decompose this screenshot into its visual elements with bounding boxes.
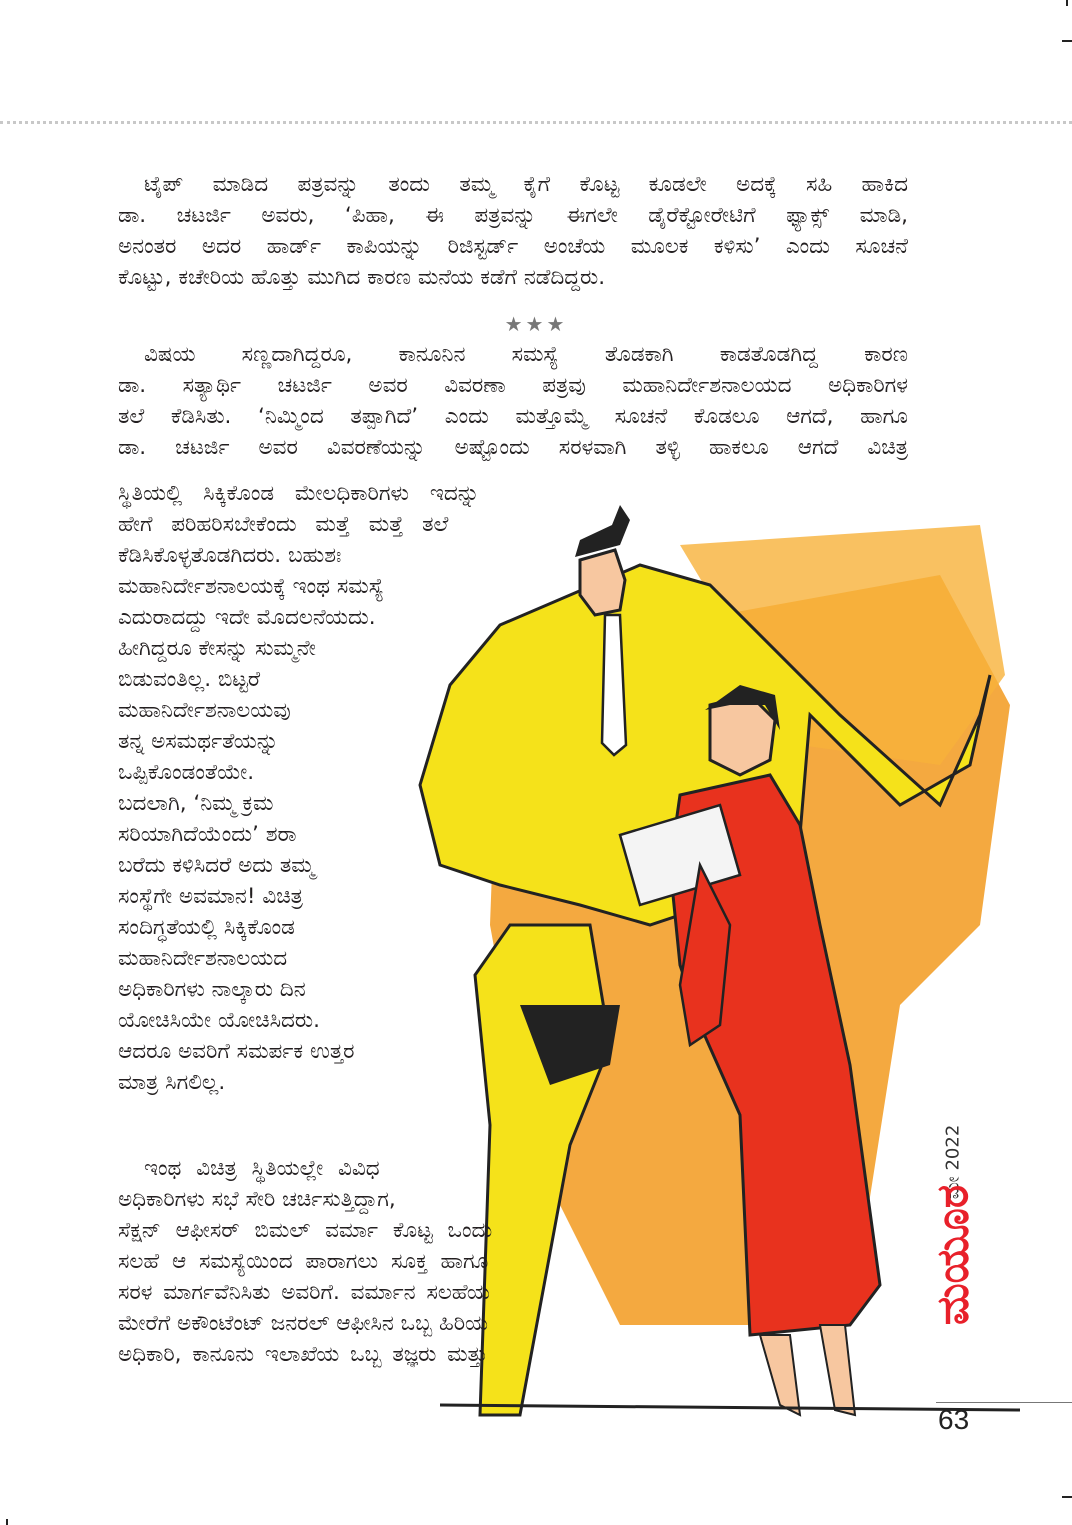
text-line: ಸಲಹೆ ಆ ಸಮಸ್ಯೆಯಿಂದ ಪಾರಾಗಲು ಸೂಕ್ತ ಹಾಗೂ xyxy=(118,1249,489,1274)
magazine-sidebar xyxy=(928,1110,978,1400)
text-line: ಡಾ. ಚಟರ್ಜಿ ಅವರ ವಿವರಣೆಯನ್ನು ಅಷ್ಟೊಂದು ಸರಳವಾಗಿ ತಳ್ಳಿ ಹಾಕಲೂ ಆಗದೆ ವಿಚಿತ್ರ xyxy=(118,435,908,460)
text-line: ಒಪ್ಪಿಕೊಂಡಂತೆಯೇ. xyxy=(118,760,255,785)
paragraph-2-column xyxy=(118,478,479,1098)
text-line: ಡಾ. ಚಟರ್ಜಿ ಅವರು, ‘ಪಿಹಾ, ಈ ಪತ್ರವನ್ನು ಈಗಲೇ ಡೈರೆಕ್ಟೋರೇಟಿಗೆ ಫ್ಯಾಕ್ಸ್ ಮಾಡಿ, xyxy=(118,203,908,228)
text-line: ಅನಂತರ ಅದರ ಹಾರ್ಡ್ ಕಾಪಿಯನ್ನು ರಿಜಿಸ್ಟರ್ಡ್ ಅಂಚೆಯ ಮೂಲಕ ಕಳಿಸು’ ಎಂದು ಸೂಚನೆ xyxy=(118,234,908,259)
text-line: ವಿಷಯ ಸಣ್ಣದಾಗಿದ್ದರೂ, ಕಾನೂನಿನ ಸಮಸ್ಯೆ ತೊಡಕಾಗಿ ಕಾಡತೊಡಗಿದ್ದ ಕಾರಣ xyxy=(144,342,908,367)
text-line: ಸಂದಿಗ್ಧತೆಯಲ್ಲಿ ಸಿಕ್ಕಿಕೊಂಡ xyxy=(118,915,295,940)
crop-mark-top xyxy=(1066,0,1068,6)
text-line: ಹೇಗೆ ಪರಿಹರಿಸಬೇಕೆಂದು ಮತ್ತೆ ಮತ್ತೆ ತಲೆ xyxy=(118,512,449,537)
text-line: ಯೋಚಿಸಿಯೇ ಯೋಚಿಸಿದರು. xyxy=(118,1008,320,1033)
text-line: ಬಿಡುವಂತಿಲ್ಲ. ಬಿಟ್ಟರೆ xyxy=(118,667,261,692)
man-head xyxy=(580,550,625,615)
text-line: ಸ್ಥಿತಿಯಲ್ಲಿ ಸಿಕ್ಕಿಕೊಂಡ ಮೇಲಧಿಕಾರಿಗಳು ಇದನ್ನು xyxy=(118,481,480,506)
text-line: ಅಧಿಕಾರಿ, ಕಾನೂನು ಇಲಾಖೆಯ ಒಬ್ಬ ತಜ್ಞರು ಮತ್ತು xyxy=(118,1342,488,1367)
paragraph-1 xyxy=(118,169,908,293)
text-line: ಕೆಡಿಸಿಕೊಳ್ಳತೊಡಗಿದರು. ಬಹುಶಃ xyxy=(118,543,342,568)
text-line: ಮಹಾನಿರ್ದೇಶನಾಲಯಕ್ಕೆ ಇಂಥ ಸಮಸ್ಯೆ xyxy=(118,574,384,599)
paragraph-3 xyxy=(118,1153,492,1370)
woman-legs xyxy=(760,1325,855,1415)
text-line: ಸೆಕ್ಷನ್ ಆಫೀಸರ್ ಬಿಮಲ್ ವರ್ಮಾ ಕೊಟ್ಟ ಒಂದು xyxy=(118,1218,493,1243)
dotted-header-rule xyxy=(0,121,1072,124)
text-line: ಎದುರಾದದ್ದು ಇದೇ ಮೊದಲನೆಯದು. xyxy=(118,605,376,630)
text-line: ಅಧಿಕಾರಿಗಳು ಸಭೆ ಸೇರಿ ಚರ್ಚಿಸುತ್ತಿದ್ದಾಗ, xyxy=(118,1187,396,1212)
issue-date: ಮೇ 2022 xyxy=(942,1124,964,1200)
footer-rule xyxy=(936,1402,1072,1403)
man-hair xyxy=(575,505,630,557)
text-line: ಮಾತ್ರ ಸಿಗಲಿಲ್ಲ. xyxy=(118,1070,226,1095)
text-line: ಸರಳ ಮಾರ್ಗವೆನಿಸಿತು ಅವರಿಗೆ. ವರ್ಮಾನ ಸಲಹೆಯ xyxy=(118,1280,490,1305)
text-line: ಡಾ. ಸತ್ಯಾರ್ಥಿ ಚಟರ್ಜಿ ಅವರ ವಿವರಣಾ ಪತ್ರವು ಮಹಾನಿರ್ದೇಶನಾಲಯದ ಅಧಿಕಾರಿಗಳ xyxy=(118,373,908,398)
text-line: ಸರಿಯಾಗಿದೆಯೆಂದು’ ಶರಾ xyxy=(118,822,297,847)
text-line: ಕೊಟ್ಟು, ಕಚೇರಿಯ ಹೊತ್ತು ಮುಗಿದ ಕಾರಣ ಮನೆಯ ಕಡೆಗೆ ನಡೆದಿದ್ದರು. xyxy=(118,265,606,290)
text-line: ತಲೆ ಕೆಡಿಸಿತು. ‘ನಿಮ್ಮಿಂದ ತಪ್ಪಾಗಿದೆ’ ಎಂದು ಮತ್ತೊಮ್ಮೆ ಸೂಚನೆ ಕೊಡಲೂ ಆಗದೆ, ಹಾಗೂ xyxy=(118,404,908,429)
text-line: ಟೈಪ್ ಮಾಡಿದ ಪತ್ರವನ್ನು ತಂದು ತಮ್ಮ ಕೈಗೆ ಕೊಟ್ಟ ಕೂಡಲೇ ಅದಕ್ಕೆ ಸಹಿ ಹಾಕಿದ xyxy=(144,172,908,197)
text-line: ಮಹಾನಿರ್ದೇಶನಾಲಯದ xyxy=(118,946,288,971)
text-line: ಮಹಾನಿರ್ದೇಶನಾಲಯವು xyxy=(118,698,291,723)
page-number: 63 xyxy=(938,1404,970,1435)
paragraph-2-top xyxy=(118,339,908,463)
crop-mark-top-right xyxy=(1062,40,1072,42)
section-separator: ★★★ xyxy=(504,312,568,336)
text-line: ಸಂಸ್ಥೆಗೇ ಅವಮಾನ! ವಿಚಿತ್ರ xyxy=(118,884,303,909)
text-line: ಆದರೂ ಅವರಿಗೆ ಸಮರ್ಪಕ ಉತ್ತರ xyxy=(118,1039,355,1064)
magazine-logo: ಮಯೂರ xyxy=(927,1184,979,1326)
text-line: ಅಧಿಕಾರಿಗಳು ನಾಲ್ಕಾರು ದಿನ xyxy=(118,977,306,1002)
text-line: ಮೇರೆಗೆ ಅಕೌಂಟೆಂಟ್ ಜನರಲ್ ಆಫೀಸಿನ ಒಬ್ಬ ಹಿರಿಯ xyxy=(118,1311,489,1336)
text-line: ಬರೆದು ಕಳಿಸಿದರೆ ಅದು ತಮ್ಮ xyxy=(118,853,315,878)
text-line: ಇಂಥ ವಿಚಿತ್ರ ಸ್ಥಿತಿಯಲ್ಲೇ ವಿವಿಧ xyxy=(144,1156,380,1181)
text-line: ತನ್ನ ಅಸಮರ್ಥತೆಯನ್ನು xyxy=(118,729,279,754)
crop-mark-bottom-left xyxy=(6,1519,8,1525)
text-line: ಬದಲಾಗಿ, ‘ನಿಮ್ಮ ಕ್ರಮ xyxy=(118,791,274,816)
text-line: ಹೀಗಿದ್ದರೂ ಕೇಸನ್ನು ಸುಮ್ಮನೇ xyxy=(118,636,316,661)
crop-mark-bottom-right xyxy=(1062,1496,1072,1498)
ground-shadow xyxy=(440,1405,1020,1410)
